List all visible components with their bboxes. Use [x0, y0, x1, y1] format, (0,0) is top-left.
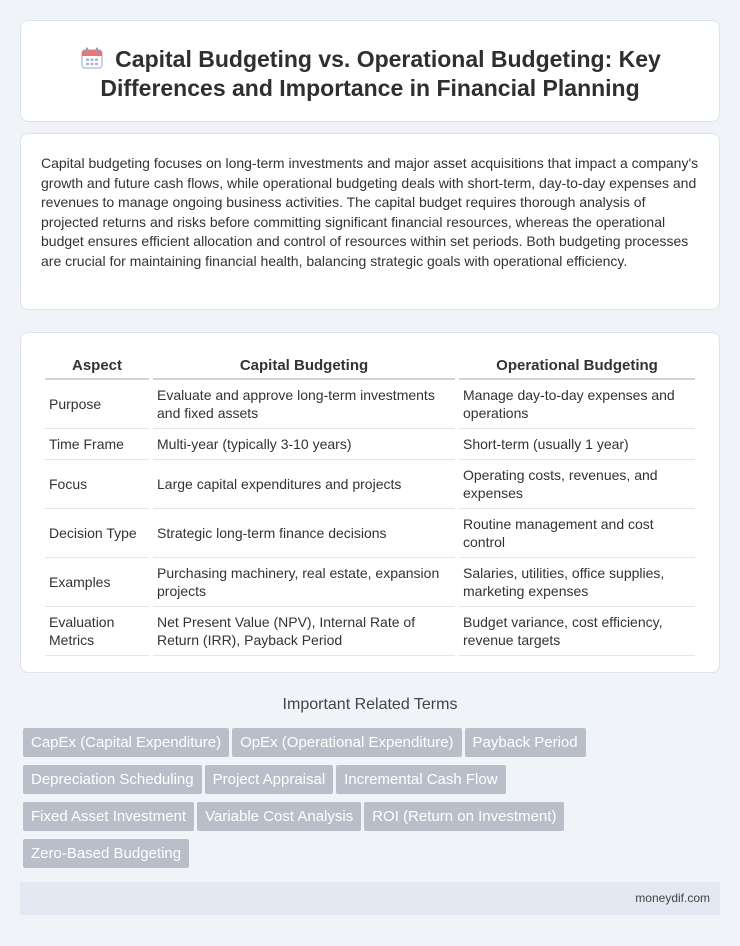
table-cell-capital: Net Present Value (NPV), Internal Rate of Return (IRR), Payback Period	[153, 607, 455, 656]
table-row	[45, 607, 695, 656]
header-operational-budgeting: Operational Budgeting	[459, 353, 695, 380]
table-cell-aspect: Time Frame	[45, 429, 149, 460]
table-cell-capital: Purchasing machinery, real estate, expansion projects	[153, 558, 455, 607]
table-cell-operational: Routine management and cost control	[459, 509, 695, 558]
table-cell-operational: Budget variance, cost efficiency, revenue targets	[459, 607, 695, 656]
tag-variable-cost-analysis[interactable]: Variable Cost Analysis	[197, 802, 361, 831]
comparison-card	[20, 332, 720, 673]
intro-paragraph: Capital budgeting focuses on long-term investments and major asset acquisitions that impact a company's growth and future cash flows, while operational budgeting deals with short-term, day-to-day expenses and revenues to manage ongoing business activities. The capital budget requires thorough analysis of projected returns and risks before committing significant financial resources, whereas the operational budget ensures efficient allocation and control of resources within set periods. Both budgeting processes are crucial for maintaining financial health, balancing strategic goals with operational efficiency.	[41, 155, 699, 269]
intro-card	[20, 133, 720, 310]
table-cell-aspect: Focus	[45, 460, 149, 509]
tag-payback-period[interactable]: Payback Period	[465, 728, 586, 757]
title-card	[20, 20, 720, 122]
calendar-icon	[79, 46, 105, 70]
tag-row	[23, 765, 723, 802]
table-cell-aspect: Purpose	[45, 380, 149, 429]
related-terms-heading: Important Related Terms	[282, 696, 458, 713]
tag-fixed-asset-investment[interactable]: Fixed Asset Investment	[23, 802, 194, 831]
table-cell-capital: Strategic long-term finance decisions	[153, 509, 455, 558]
table-cell-capital: Multi-year (typically 3-10 years)	[153, 429, 455, 460]
table-row	[45, 460, 695, 509]
table-cell-capital: Large capital expenditures and projects	[153, 460, 455, 509]
tag-row	[23, 839, 723, 876]
table-row	[45, 558, 695, 607]
table-row	[45, 509, 695, 558]
table-cell-capital: Evaluate and approve long-term investments and fixed assets	[153, 380, 455, 429]
table-header-row	[45, 353, 695, 380]
comparison-table	[41, 353, 699, 656]
footer-site[interactable]: moneydif.com	[635, 891, 710, 905]
page-title-text: Capital Budgeting vs. Operational Budgeting: Key Differences and Importance in Financial Planning	[100, 46, 661, 101]
table-cell-aspect: Decision Type	[45, 509, 149, 558]
tag-roi[interactable]: ROI (Return on Investment)	[364, 802, 564, 831]
tag-opex[interactable]: OpEx (Operational Expenditure)	[232, 728, 461, 757]
tag-zero-based-budgeting[interactable]: Zero-Based Budgeting	[23, 839, 189, 868]
tag-row	[23, 802, 723, 839]
header-aspect: Aspect	[45, 353, 149, 380]
table-cell-operational: Operating costs, revenues, and expenses	[459, 460, 695, 509]
tag-capex[interactable]: CapEx (Capital Expenditure)	[23, 728, 229, 757]
table-cell-aspect: Evaluation Metrics	[45, 607, 149, 656]
header-capital-budgeting: Capital Budgeting	[153, 353, 455, 380]
tag-row	[23, 728, 723, 765]
table-cell-operational: Short-term (usually 1 year)	[459, 429, 695, 460]
footer	[20, 882, 720, 915]
table-cell-aspect: Examples	[45, 558, 149, 607]
page-title	[61, 45, 679, 103]
related-terms-tags	[23, 728, 723, 876]
table-cell-operational: Manage day-to-day expenses and operations	[459, 380, 695, 429]
tag-incremental-cash-flow[interactable]: Incremental Cash Flow	[336, 765, 505, 794]
tag-project-appraisal[interactable]: Project Appraisal	[205, 765, 334, 794]
table-row	[45, 429, 695, 460]
table-cell-operational: Salaries, utilities, office supplies, marketing expenses	[459, 558, 695, 607]
table-row	[45, 380, 695, 429]
tag-depreciation-scheduling[interactable]: Depreciation Scheduling	[23, 765, 202, 794]
